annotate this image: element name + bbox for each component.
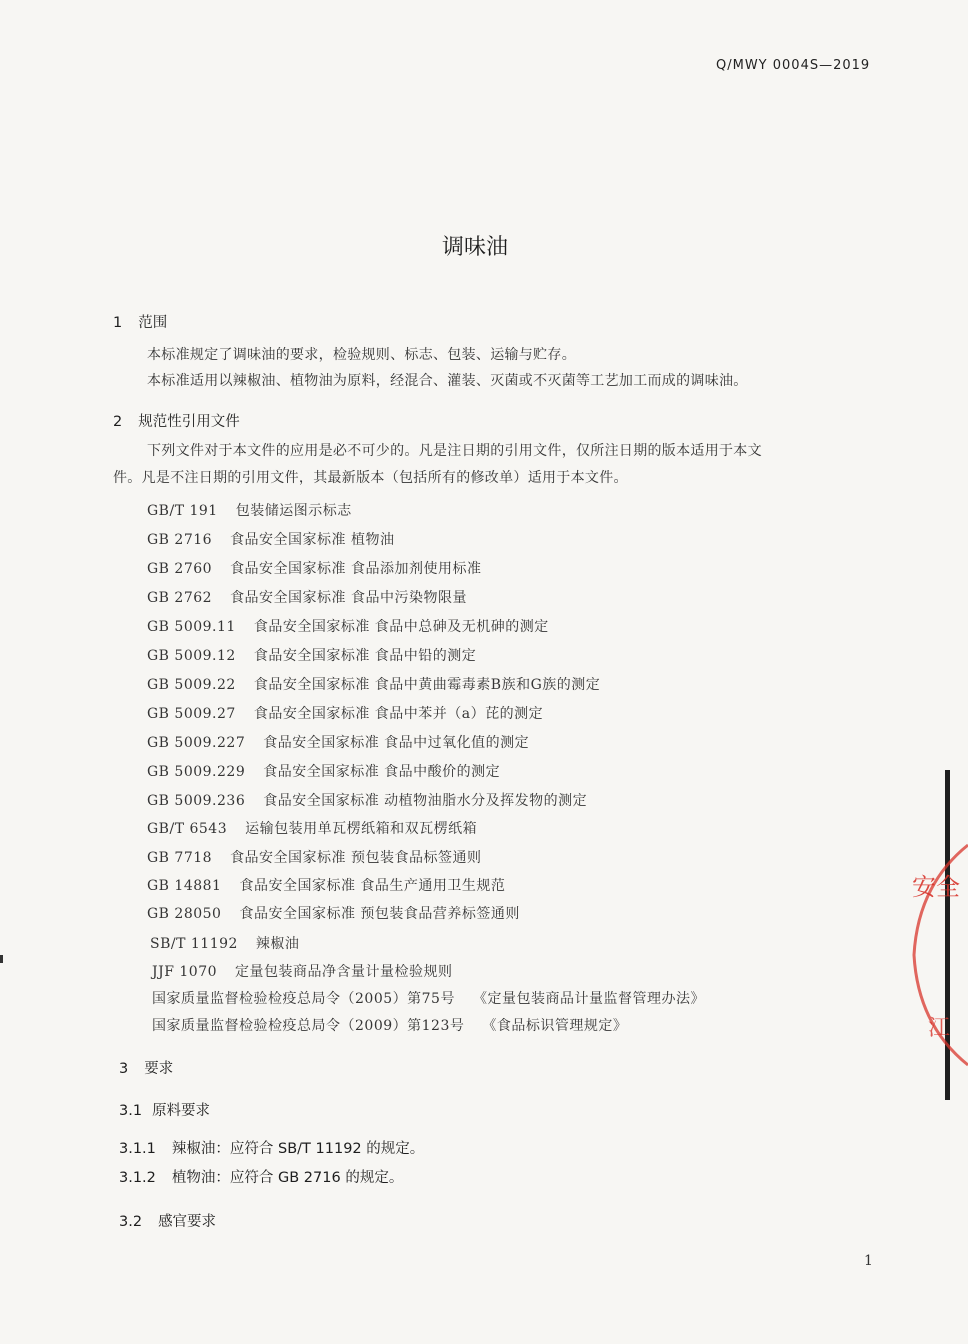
document-code: Q/MWY 0004S—2019: [716, 58, 871, 73]
reference-item: [147, 645, 476, 665]
reference-name: 《食品标识管理规定》: [482, 1018, 628, 1034]
reference-name: 食品安全国家标准 食品中苯并（a）芘的测定: [253, 706, 544, 722]
reference-item: [147, 703, 543, 723]
reference-name: 运输包装用单瓦楞纸箱和双瓦楞纸箱: [245, 821, 478, 837]
section-2-heading: [113, 410, 240, 431]
section-title: 要求: [144, 1061, 174, 1077]
clause-number: 3.1.1: [119, 1141, 156, 1157]
reference-item: [152, 1015, 627, 1035]
reference-name: 食品安全国家标准 食品中酸价的测定: [263, 764, 501, 780]
reference-code: 国家质量监督检验检疫总局令（2005）第75号: [152, 991, 455, 1007]
reference-code: GB 5009.27: [147, 706, 236, 722]
section-title: 感官要求: [158, 1214, 217, 1230]
reference-name: 食品安全国家标准 食品中总砷及无机砷的测定: [253, 619, 549, 635]
reference-item: [147, 732, 529, 752]
reference-code: JJF 1070: [152, 964, 218, 980]
reference-name: 食品安全国家标准 食品生产通用卫生规范: [239, 878, 506, 894]
normative-intro-line-1: 下列文件对于本文件的应用是必不可少的。凡是注日期的引用文件，仅所注日期的版本适用于本文: [147, 443, 762, 459]
reference-item: [147, 818, 477, 838]
reference-name: 食品安全国家标准 食品中黄曲霉毒素B族和G族的测定: [253, 677, 601, 693]
reference-name: 定量包装商品净含量计量检验规则: [235, 964, 453, 980]
section-number: 3.1: [119, 1103, 143, 1119]
reference-code: GB 28050: [147, 906, 222, 922]
section-number: 3: [119, 1061, 129, 1077]
section-title: 范围: [138, 315, 168, 331]
reference-item: [147, 875, 505, 895]
clause-3-1-2: [119, 1166, 403, 1187]
reference-code: SB/T 11192: [150, 936, 238, 952]
seal-text: 安全: [912, 873, 960, 901]
reference-code: GB 2762: [147, 590, 213, 606]
reference-name: 《定量包装商品计量监督管理办法》: [472, 991, 705, 1007]
reference-code: GB 5009.11: [147, 619, 236, 635]
reference-item: [147, 616, 549, 636]
reference-name: 食品安全国家标准 植物油: [230, 532, 395, 548]
reference-item: [147, 674, 600, 694]
reference-name: 食品安全国家标准 食品中污染物限量: [230, 590, 468, 606]
reference-code: GB/T 191: [147, 503, 218, 519]
section-title: 规范性引用文件: [138, 414, 240, 430]
reference-item: [147, 790, 587, 810]
reference-code: GB 5009.236: [147, 793, 246, 809]
reference-code: GB 5009.12: [147, 648, 236, 664]
reference-code: GB 5009.229: [147, 764, 246, 780]
scan-speck: [0, 955, 3, 963]
reference-name: 食品安全国家标准 食品中铅的测定: [253, 648, 477, 664]
reference-item: [147, 761, 500, 781]
clause-text: 植物油：应符合 GB 2716 的规定。: [171, 1170, 404, 1186]
subsection-3-2-heading: [119, 1210, 216, 1231]
reference-item: [152, 961, 453, 981]
reference-code: GB/T 6543: [147, 821, 228, 837]
reference-code: GB 2760: [147, 561, 213, 577]
reference-code: GB 5009.227: [147, 735, 246, 751]
reference-name: 食品安全国家标准 动植物油脂水分及挥发物的测定: [263, 793, 588, 809]
reference-item: [147, 529, 395, 549]
section-number: 1: [113, 315, 123, 331]
document-title: 调味油: [441, 235, 508, 260]
scope-paragraph-1: 本标准规定了调味油的要求，检验规则、标志、包装、运输与贮存。: [147, 347, 576, 363]
reference-item: [152, 988, 705, 1008]
clause-text: 辣椒油：应符合 SB/T 11192 的规定。: [171, 1141, 425, 1157]
reference-code: GB 14881: [147, 878, 222, 894]
reference-name: 包装储运图示标志: [235, 503, 352, 519]
section-3-heading: [119, 1057, 173, 1078]
clause-number: 3.1.2: [119, 1170, 156, 1186]
reference-name: 辣椒油: [255, 936, 300, 952]
reference-name: 食品安全国家标准 食品中过氧化值的测定: [263, 735, 530, 751]
normative-intro-line-2: 件。凡是不注日期的引用文件，其最新版本（包括所有的修改单）适用于本文件。: [113, 470, 628, 486]
subsection-3-1-heading: [119, 1099, 210, 1120]
reference-item: [147, 847, 482, 867]
company-seal: [908, 845, 968, 1065]
reference-item: [147, 903, 520, 923]
clause-3-1-1: [119, 1137, 424, 1158]
page-number: 1: [864, 1253, 873, 1269]
reference-item: [147, 558, 482, 578]
scope-paragraph-2: 本标准适用以辣椒油、植物油为原料，经混合、灌装、灭菌或不灭菌等工艺加工而成的调味油。: [147, 373, 748, 389]
reference-code: GB 7718: [147, 850, 213, 866]
reference-name: 食品安全国家标准 预包装食品标签通则: [230, 850, 482, 866]
section-number: 3.2: [119, 1214, 143, 1230]
reference-item: [150, 933, 299, 953]
reference-code: 国家质量监督检验检疫总局令（2009）第123号: [152, 1018, 465, 1034]
section-title: 原料要求: [152, 1103, 211, 1119]
reference-code: GB 5009.22: [147, 677, 236, 693]
reference-item: [147, 587, 467, 607]
section-1-heading: [113, 311, 167, 332]
reference-name: 食品安全国家标准 食品添加剂使用标准: [230, 561, 482, 577]
reference-name: 食品安全国家标准 预包装食品营养标签通则: [239, 906, 520, 922]
seal-text-fragment: 江: [928, 1016, 951, 1041]
reference-item: [147, 500, 352, 520]
reference-code: GB 2716: [147, 532, 213, 548]
section-number: 2: [113, 414, 123, 430]
